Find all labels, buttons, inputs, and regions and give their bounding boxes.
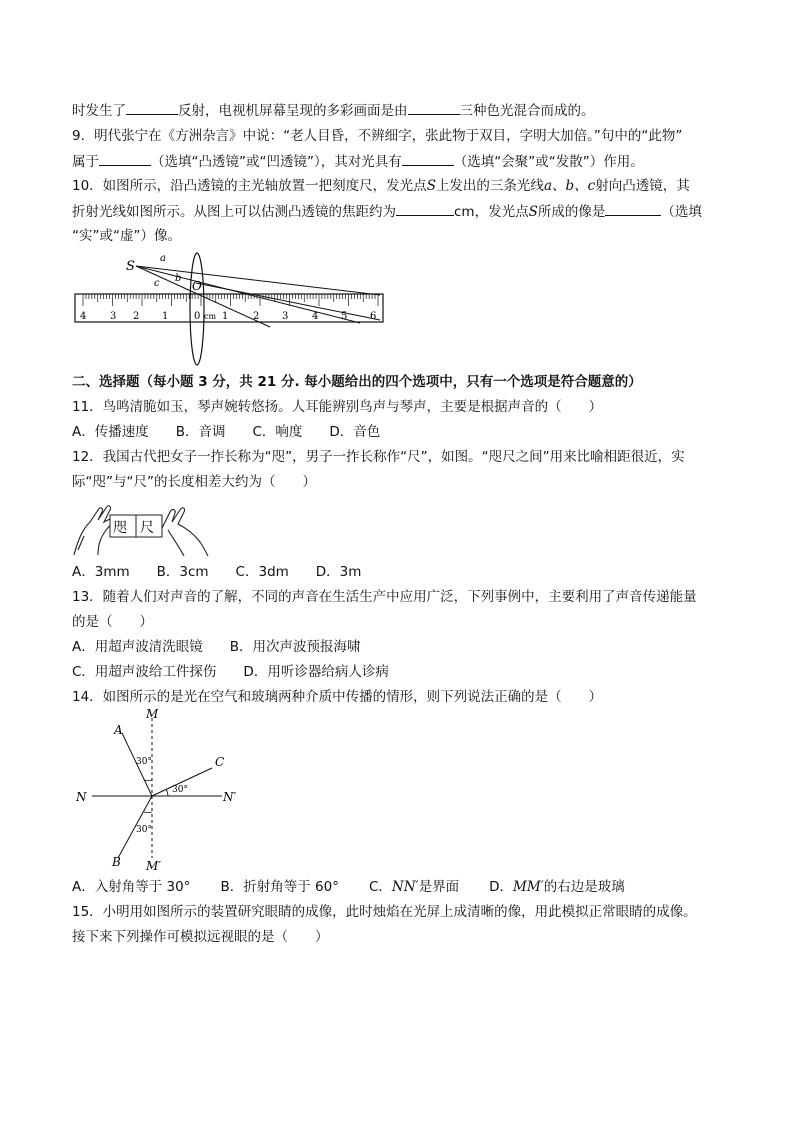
- q9-text-3: （选填“会聚”或“发散”）作用。: [453, 154, 644, 170]
- q12-options[interactable]: A．3mm B．3cm C．3dm D．3m: [72, 564, 362, 580]
- q11-options[interactable]: A．传播速度 B．音调 C．响度 D．音色: [72, 424, 381, 440]
- label-B: B: [112, 855, 121, 869]
- point-S-label: S: [126, 259, 135, 274]
- tick-label: 3: [282, 311, 289, 322]
- tick-label: 1: [162, 311, 169, 322]
- q8-text-2: 反射，电视机屏幕呈现的多彩画面是由: [178, 103, 408, 119]
- tick-label: 0: [194, 311, 201, 322]
- q13-line-2: 的是（ ）: [72, 614, 153, 630]
- optical-center-label: O: [192, 279, 202, 293]
- q14-options[interactable]: [72, 877, 625, 897]
- q9-line-2: [72, 151, 644, 172]
- tick-label: 6: [370, 311, 377, 322]
- q14-option-d[interactable]: D．MM′的右边是玻璃: [489, 879, 625, 895]
- label-A: A: [114, 723, 123, 737]
- q10-S2: S: [528, 204, 538, 220]
- answer-blank[interactable]: [99, 151, 151, 166]
- ray-a-label: a: [160, 253, 166, 264]
- tick-label: 3: [110, 311, 117, 322]
- label-N-prime: N′: [223, 790, 237, 804]
- tick-label: 2: [253, 311, 260, 322]
- q9-text-2: （选填“凸透镜”或“凹透镜”），其对光具有: [151, 154, 402, 170]
- tick-label: 1: [222, 311, 229, 322]
- label-N: N: [76, 790, 87, 804]
- answer-blank[interactable]: [396, 201, 454, 216]
- q8-text-3: 三种色光混合而成的。: [459, 103, 595, 119]
- tick-label: 2: [133, 311, 140, 322]
- q10-text-6: 所成的像是: [537, 204, 606, 220]
- q8-tail-line: [72, 100, 595, 121]
- q11-stem: 11．鸟鸣清脆如玉，琴声婉转悠扬。人耳能辨别鸟声与琴声，主要是根据声音的（ ）: [72, 399, 603, 415]
- label-M: M: [146, 708, 159, 721]
- q10-text-7: （选填: [661, 204, 702, 220]
- q13-line-1: 13．随着人们对声音的了解，不同的声音在生活生产中应用广泛，下列事例中，主要利用了声音传递能量: [72, 589, 697, 605]
- left-hand-icon: [74, 506, 114, 555]
- q14-option-a[interactable]: A．入射角等于 30°: [72, 879, 191, 895]
- q14-option-c[interactable]: C．NN′是界面: [368, 879, 460, 895]
- answer-blank[interactable]: [408, 100, 460, 115]
- ray-a: [136, 266, 380, 295]
- q15-line-1: 15．小明用如图所示的装置研究眼睛的成像，此时烛焰在光屏上成清晰的像，用此模拟正常眼睛的成像。: [72, 904, 697, 920]
- q10-line-3: “实”或“虚”）像。: [72, 228, 181, 244]
- angle-label: 30°: [136, 757, 152, 767]
- label-C: C: [215, 755, 225, 769]
- section-2-heading: 二、选择题（每小题 3 分，共 21 分. 每小题给出的四个选项中，只有一个选项是符合题意的）: [72, 374, 642, 390]
- q14-stem: 14．如图所示的是光在空气和玻璃两种介质中传播的情形，则下列说法正确的是（ ）: [72, 689, 603, 705]
- char-chi: 尺: [140, 520, 154, 536]
- tick-label: 4: [80, 311, 87, 322]
- char-zhi: 咫: [113, 520, 127, 536]
- q10-abc: a、b、c: [543, 178, 596, 194]
- ruler-unit-label: cm: [204, 312, 217, 321]
- angle-label: 30°: [172, 785, 188, 795]
- q10-text-3: 射向凸透镜，其: [595, 178, 690, 194]
- q15-line-2: 接下来下列操作可模拟远视眼的是（ ）: [72, 929, 329, 945]
- ray-b-label: b: [175, 273, 182, 284]
- q10-line-2: [72, 201, 702, 222]
- right-hand-icon: [162, 508, 208, 556]
- q12-line-2: 际“咫”与“尺”的长度相差大约为（ ）: [72, 474, 316, 490]
- tick-label: 4: [312, 311, 319, 322]
- hand-span-figure: [72, 500, 212, 558]
- answer-blank[interactable]: [126, 100, 178, 115]
- q13-options-cd[interactable]: C．用超声波给工件探伤 D．用听诊器给病人诊病: [72, 664, 389, 680]
- tick-label: 5: [341, 311, 348, 322]
- label-M-prime: M′: [146, 859, 162, 873]
- q10-text-5: cm，发光点: [454, 204, 529, 220]
- refraction-figure: [72, 708, 242, 873]
- angle-label: 30°: [136, 825, 152, 835]
- lens-ruler-figure: [70, 250, 390, 368]
- q13-options-ab[interactable]: A．用超声波清洗眼镜 B．用次声波预报海啸: [72, 639, 361, 655]
- q10-S: S: [426, 178, 436, 194]
- q10-text-4: 折射光线如图所示。从图上可以估测凸透镜的焦距约为: [72, 204, 396, 220]
- ray-c-label: c: [154, 278, 160, 289]
- q12-line-1: 12．我国古代把女子一拃长称为“咫”，男子一拃长称作“尺”，如图。“咫尺之间”用来比喻相距很近，实: [72, 449, 685, 465]
- q10-line-1: [72, 176, 690, 196]
- q14-option-b[interactable]: B．折射角等于 60°: [220, 879, 339, 895]
- q10-text-1: 10．如图所示，沿凸透镜的主光轴放置一把刻度尺，发光点: [72, 178, 427, 194]
- q10-text-2: 上发出的三条光线: [435, 178, 544, 194]
- answer-blank[interactable]: [402, 151, 454, 166]
- answer-blank[interactable]: [605, 201, 661, 216]
- q9-text-1: 属于: [72, 154, 99, 170]
- q9-line-1: 9．明代张宁在《方洲杂言》中说：“老人目昏，不辨细字，张此物于双目，字明大加倍。”句中的“此物”: [72, 128, 683, 144]
- q8-text-1: 时发生了: [72, 103, 126, 119]
